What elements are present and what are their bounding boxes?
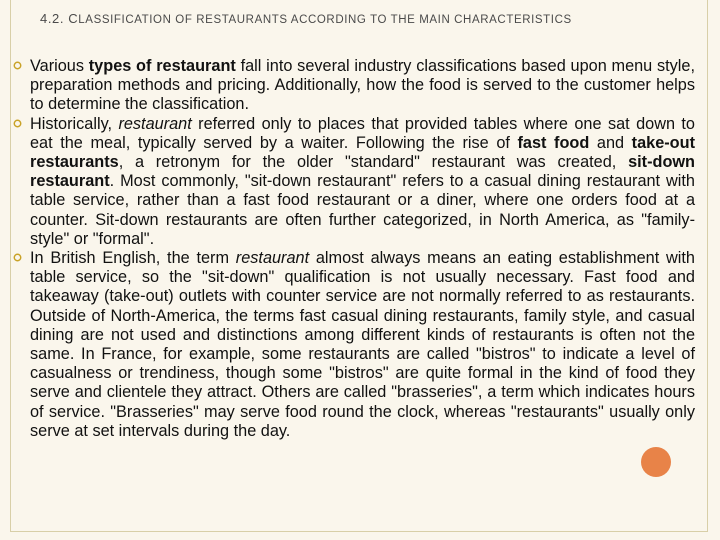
bullet-paragraph	[12, 57, 695, 115]
bullet-paragraph	[12, 249, 695, 441]
hollow-circle-icon	[13, 253, 22, 262]
slide-title-number: 4.2. C	[40, 11, 79, 26]
slide-title	[40, 8, 600, 31]
bullet-paragraph	[12, 115, 695, 249]
bold-term: sit-down restaurant	[30, 153, 695, 191]
slide-title-text: LASSIFICATION OF RESTAURANTS ACCORDING TO THE MAIN CHARACTERISTICS	[78, 14, 572, 26]
hollow-circle-icon	[13, 119, 22, 128]
body-text: Various	[30, 57, 89, 75]
body-text: almost always means an eating establishment with table service, so the "sit-down" qualification is not usually necessary. Fast food and takeaway (take-out) outlets with counter service are not normally referred to as restaurants. Outside of North-America, the terms fast casual dining restaurants, family style, and casual dining are not used and distinctions among different kinds of restaurants is often not the same. In France, for example, some restaurants are called "bistros" to indicate a level of casualness or trendiness, though some "bistros" are quite formal in the kind of food they serve and clientele they attract. Others are called "brasseries", a term which indicates hours of service. "Brasseries" may serve food round the clock, whereas "restaurants" usually only serve at set intervals during the day.	[30, 249, 695, 440]
bullet-list	[12, 57, 695, 441]
bold-term: types of restaurant	[88, 57, 236, 75]
italic-term: restaurant	[118, 114, 192, 133]
body-text: In British English, the term	[30, 249, 236, 268]
slide-content	[12, 57, 695, 441]
italic-term: restaurant	[235, 249, 310, 268]
bold-term: take-out restaurants	[30, 133, 695, 172]
body-text: . Most commonly, "sit-down restaurant" refers to a casual dining restaurant with table service, rather than a fast food restaurant or a diner, where one orders food at a counter. Sit-down restaurants are often further categorized, in North America, as "family-style" or "formal".	[30, 172, 695, 248]
bold-term: fast food	[517, 133, 590, 152]
orange-dot-icon	[641, 447, 671, 477]
body-text: Historically,	[30, 114, 119, 133]
body-text: and	[589, 133, 632, 152]
body-text: fall into several industry classifications based upon menu style, preparation methods and pricing. Additionally, how the food is served to the customer helps to determine the classification.	[30, 57, 695, 114]
hollow-circle-icon	[13, 61, 22, 70]
body-text: , a retronym for the older "standard" restaurant was created,	[118, 153, 629, 172]
body-text: referred only to places that provided tables where one sat down to eat the meal, typically served by a waiter. Following the rise of	[30, 114, 695, 152]
